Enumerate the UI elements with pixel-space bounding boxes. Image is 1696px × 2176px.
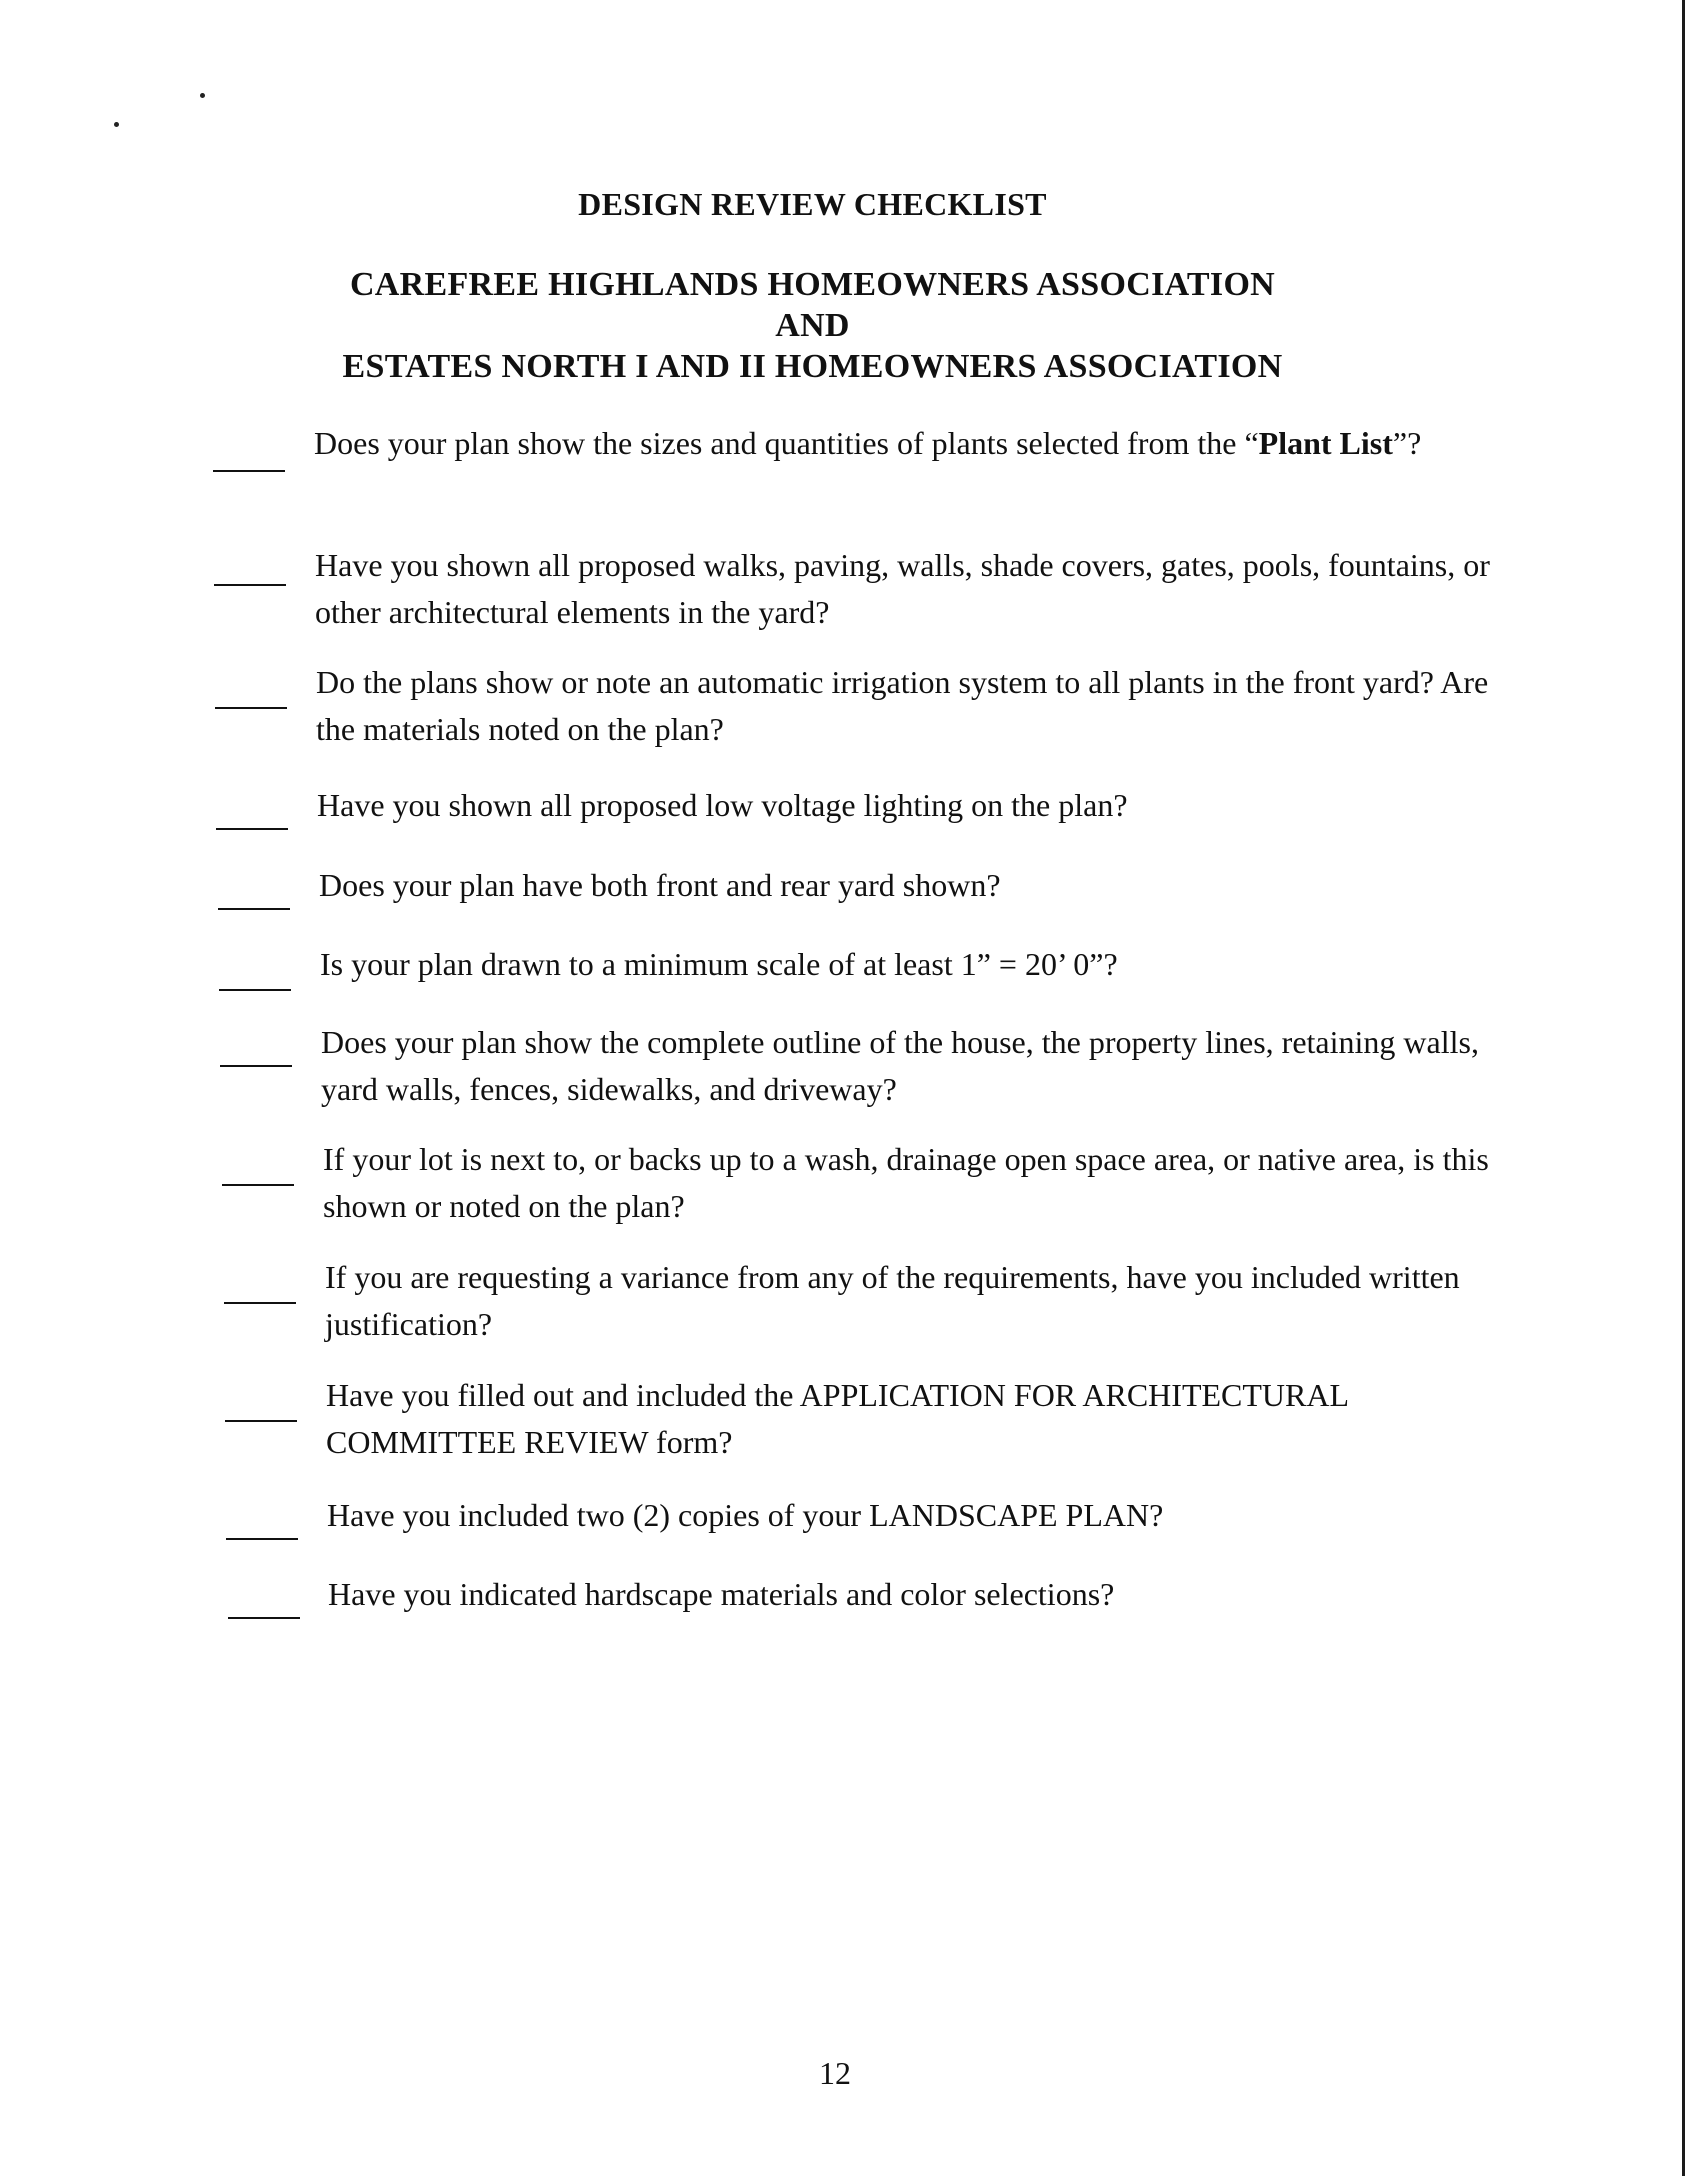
checklist-item [0, 1254, 1650, 1342]
checkbox-blank[interactable] [224, 1302, 296, 1304]
subtitle-line: CAREFREE HIGHLANDS HOMEOWNERS ASSOCIATION [349, 266, 1276, 303]
checkbox-blank[interactable] [214, 584, 286, 586]
document-title: DESIGN REVIEW CHECKLIST [578, 186, 1047, 222]
checklist-item [0, 941, 1650, 1021]
checklist-item [0, 862, 1650, 942]
page-number: 12 [819, 2055, 851, 2091]
checklist-item [0, 420, 1650, 500]
checkbox-blank[interactable] [218, 908, 290, 910]
checklist-item-text: Does your plan show the sizes and quantities of plants selected from the “Plant List”? [314, 425, 1422, 461]
checklist-item [0, 542, 1650, 630]
checkbox-blank[interactable] [228, 1617, 300, 1619]
checkbox-blank[interactable] [213, 470, 285, 472]
checklist-item [0, 1492, 1650, 1572]
checklist-item [0, 782, 1650, 862]
scan-speck [114, 122, 119, 127]
checkbox-blank[interactable] [215, 707, 287, 709]
checkbox-blank[interactable] [220, 1065, 292, 1067]
checklist-item-text: Have you filled out and included the APPLICATION FOR ARCHITECTURAL COMMITTEE REVIEW form? [326, 1377, 1348, 1460]
checkbox-blank[interactable] [225, 1420, 297, 1422]
document-subtitle [0, 264, 1625, 387]
checklist-item-text: Have you shown all proposed low voltage lighting on the plan? [317, 787, 1128, 823]
checklist-item-text: Does your plan have both front and rear yard shown? [319, 867, 1001, 903]
checklist-item [0, 1372, 1650, 1460]
checkbox-blank[interactable] [222, 1184, 294, 1186]
checklist-item-text: Do the plans show or note an automatic irrigation system to all plants in the front yard? Are the materials noted on the plan? [316, 664, 1489, 747]
checklist-item-text: Have you shown all proposed walks, paving, walls, shade covers, gates, pools, fountains, or other architectural elements in the yard? [315, 547, 1490, 630]
checklist-item-text: If your lot is next to, or backs up to a wash, drainage open space area, or native area, is this shown or noted on the plan? [323, 1141, 1489, 1224]
checkbox-blank[interactable] [216, 828, 288, 830]
checklist-item-text: Have you included two (2) copies of your LANDSCAPE PLAN? [327, 1497, 1164, 1533]
checklist-item [0, 1136, 1650, 1224]
checklist-item [0, 1019, 1650, 1107]
checkbox-blank[interactable] [226, 1538, 298, 1540]
subtitle-line: AND [775, 307, 850, 344]
checkbox-blank[interactable] [219, 989, 291, 991]
checklist-item-text: If you are requesting a variance from any of the requirements, have you included written justification? [325, 1259, 1460, 1342]
scan-edge-line [1682, 0, 1685, 2176]
checklist-item [0, 659, 1650, 747]
checklist-item-text: Does your plan show the complete outline of the house, the property lines, retaining walls, yard walls, fences, sidewalks, and driveway? [321, 1024, 1479, 1107]
subtitle-line: ESTATES NORTH I AND II HOMEOWNERS ASSOCIATION [342, 348, 1283, 385]
checklist-item-text: Is your plan drawn to a minimum scale of at least 1” = 20’ 0”? [320, 946, 1118, 982]
scan-speck [200, 93, 205, 98]
checklist-item-text: Have you indicated hardscape materials and color selections? [328, 1576, 1115, 1612]
checklist-item [0, 1571, 1650, 1651]
